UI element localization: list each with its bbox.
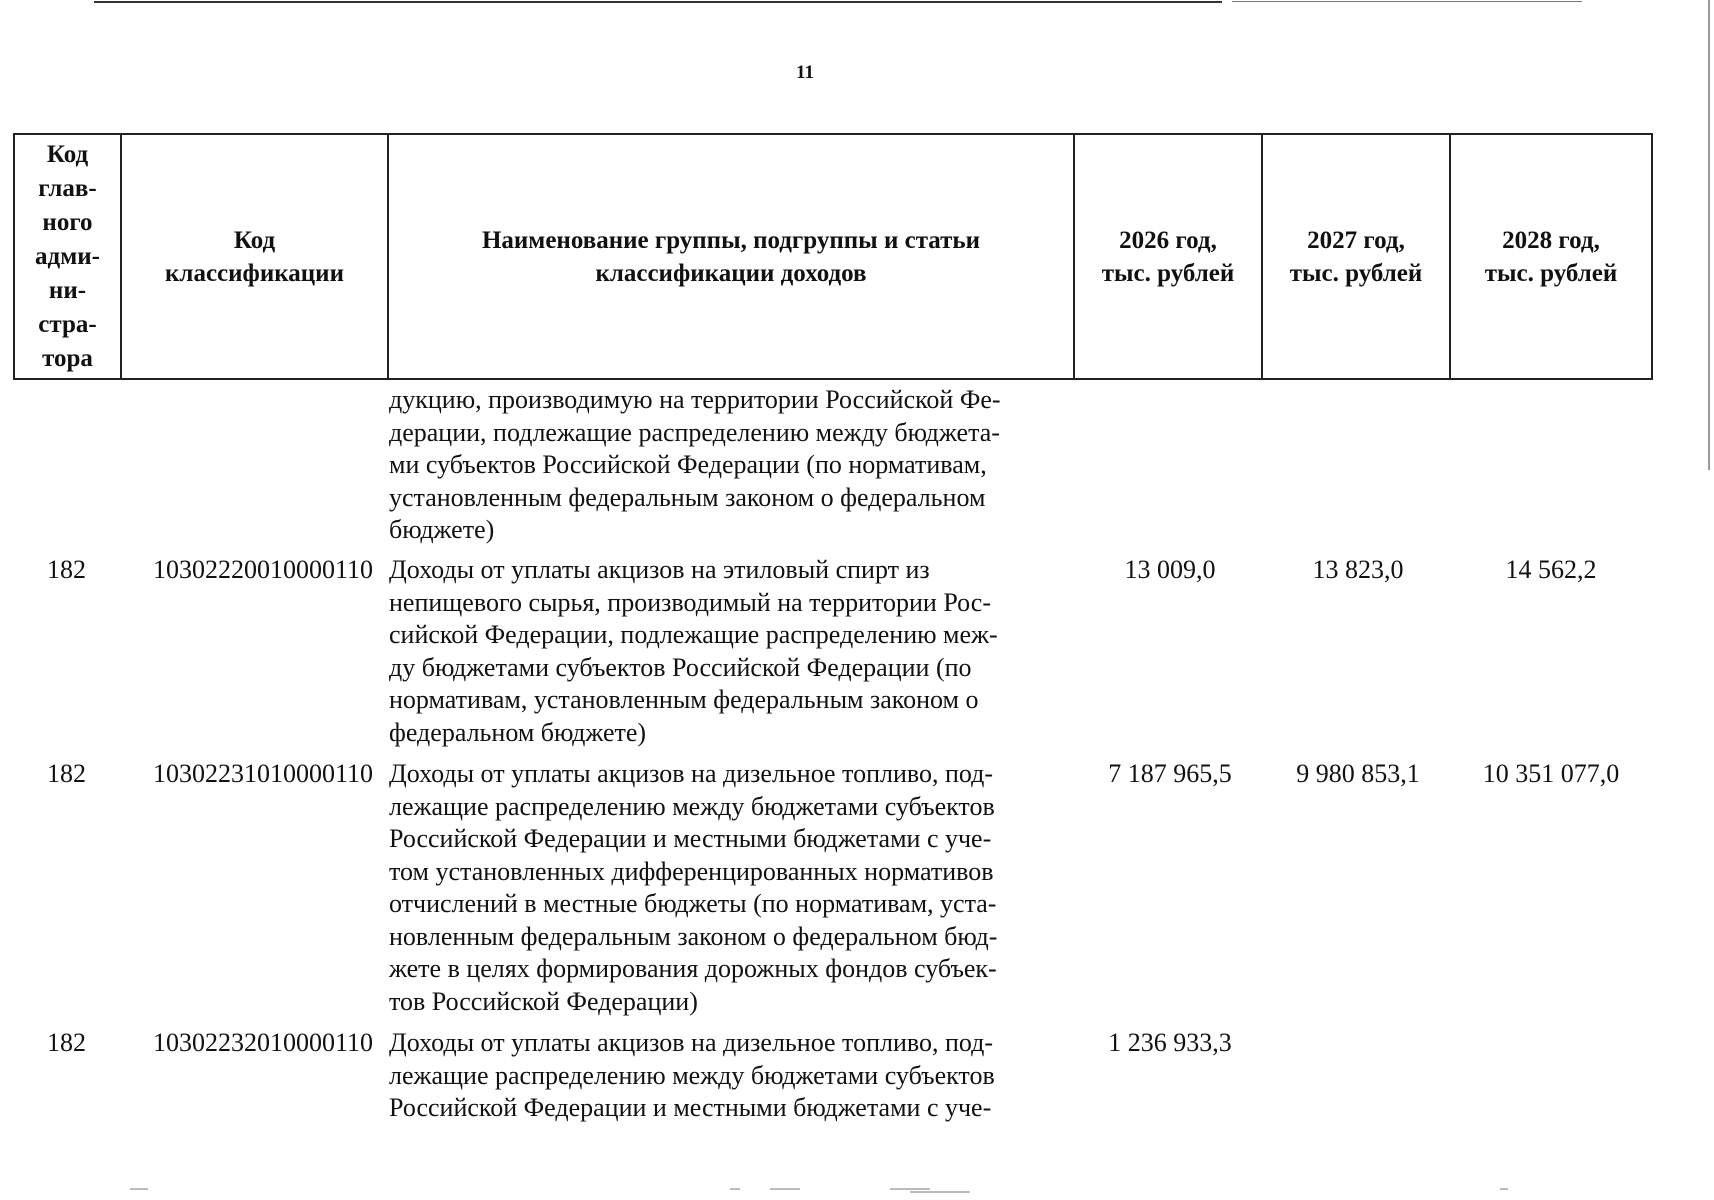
text-line: 2026 год, <box>1119 226 1217 254</box>
scan-edge-line <box>1708 0 1710 470</box>
text-line: жете в целях формирования дорожных фондов субъек- <box>389 954 997 983</box>
text-line: дерации, подлежащие распределению между бюджета- <box>389 417 1000 447</box>
text-line: федеральном бюджете) <box>389 717 647 747</box>
text-line: Наименование группы, подгруппы и статьи <box>481 226 981 254</box>
value-2026-cell: 7 187 965,5 <box>1108 759 1232 788</box>
text-line: отчислений в местные бюджеты (по нормативам, уста- <box>389 889 997 918</box>
classification-code-cell: 10302231010000110 <box>152 759 374 788</box>
text-line: тыс. рублей <box>1484 259 1618 287</box>
classification-code-cell: 10302220010000110 <box>152 555 374 584</box>
value-2028-cell: 10 351 077,0 <box>1482 759 1620 788</box>
header-income-name <box>389 135 1073 378</box>
classification-code-cell: 10302232010000110 <box>152 1028 374 1057</box>
page-number: 11 <box>796 62 814 83</box>
text-line: 2028 год, <box>1502 226 1600 254</box>
text-line: дукцию, производимую на территории Российской Фе- <box>389 385 1001 414</box>
income-name-cell <box>389 384 1089 547</box>
top-rule <box>94 1 1222 3</box>
text-line: том установленных дифференцированных нормативов <box>389 856 994 886</box>
income-name-cell <box>389 758 1089 1018</box>
text-line: новленным федеральным законом о федеральном бюд- <box>389 921 998 951</box>
value-2027-cell: 13 823,0 <box>1312 555 1404 584</box>
value-2026-cell: 13 009,0 <box>1124 555 1216 584</box>
value-2026-cell: 1 236 933,3 <box>1108 1028 1232 1057</box>
text-line: ми субъектов Российской Федерации (по нормативам, <box>389 450 987 479</box>
text-line: Доходы от уплаты акцизов на этиловый спирт из <box>389 555 930 584</box>
text-line: Российской Федерации и местными бюджетами с уче- <box>389 1093 992 1122</box>
header-year-2026 <box>1075 135 1261 378</box>
text-line: ного <box>42 208 93 236</box>
admin-code-cell: 182 <box>47 555 86 584</box>
text-line: Доходы от уплаты акцизов на дизельное топливо, под- <box>389 1028 994 1057</box>
text-line: бюджете) <box>389 515 495 544</box>
header-year-2027 <box>1263 135 1449 378</box>
admin-code-cell: 182 <box>47 1028 86 1057</box>
value-2028-cell: 14 562,2 <box>1505 555 1597 584</box>
text-line: сийской Федерации, подлежащие распределению меж- <box>389 620 998 649</box>
text-line: установленным федеральным законом о федеральном <box>389 482 986 512</box>
text-line: 2027 год, <box>1307 226 1405 254</box>
text-line: тыс. рублей <box>1289 259 1423 287</box>
top-rule-right <box>1232 1 1582 2</box>
text-line: тов Российской Федерации) <box>389 986 698 1016</box>
text-line: непищевого сырья, производимый на территории Рос- <box>389 587 991 617</box>
text-line: стра- <box>38 310 97 338</box>
text-line: ни- <box>48 276 87 304</box>
value-2027-cell: 9 980 853,1 <box>1296 759 1420 788</box>
table-header <box>13 133 1653 380</box>
header-year-2028 <box>1451 135 1651 378</box>
text-line: лежащие распределению между бюджетами субъектов <box>389 1060 995 1090</box>
text-line: тыс. рублей <box>1101 259 1235 287</box>
text-line: Российской Федерации и местными бюджетами с уче- <box>389 824 992 853</box>
income-name-cell <box>389 554 1089 749</box>
scan-noise <box>130 1188 1630 1194</box>
text-line: ду бюджетами субъектов Российской Федерации (по <box>389 652 972 682</box>
text-line: адми- <box>35 242 100 270</box>
text-line: Доходы от уплаты акцизов на дизельное топливо, под- <box>389 759 994 788</box>
text-line: Код <box>46 140 89 168</box>
text-line: лежащие распределению между бюджетами субъектов <box>389 791 995 821</box>
text-line: классификации доходов <box>595 259 867 287</box>
admin-code-cell: 182 <box>47 759 86 788</box>
text-line: Код <box>233 226 276 254</box>
income-name-cell <box>389 1027 1089 1125</box>
text-line: глав- <box>38 174 97 202</box>
header-classification-code <box>122 135 387 378</box>
header-admin-code <box>15 135 120 378</box>
text-line: тора <box>42 344 93 372</box>
text-line: нормативам, установленным федеральным законом о <box>389 685 979 714</box>
text-line: классификации <box>165 259 344 287</box>
